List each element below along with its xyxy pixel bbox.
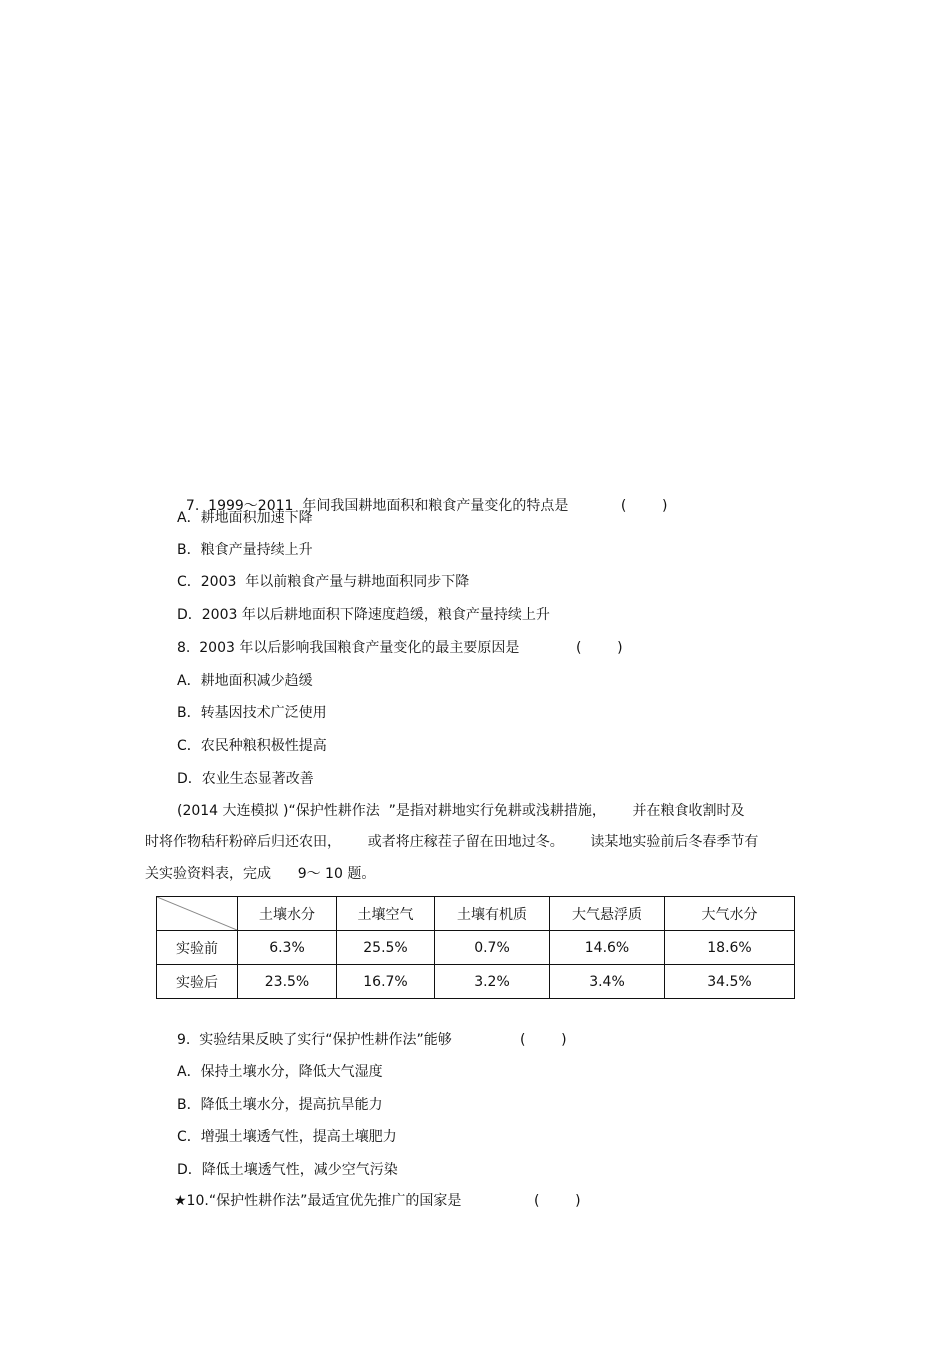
- passage-line-1: (2014 大连模拟 )“保护性耕作法 ”是指对耕地实行免耕或浅耕措施， 并在粮食收割时及: [177, 803, 745, 819]
- question-7-option-a: A．耕地面积加速下降: [177, 510, 313, 526]
- table-cell: 0.7%: [435, 931, 550, 965]
- table-header-cell: 土壤空气: [337, 897, 435, 931]
- question-9-option-a: A．保持土壤水分，降低大气湿度: [177, 1064, 383, 1080]
- question-7-stem: 7. 1999～2011 年间我国耕地面积和粮食产量变化的特点是: [185, 498, 569, 514]
- table-corner-cell: [157, 897, 238, 931]
- table-row-label: 实验后: [157, 965, 238, 999]
- diagonal-line-icon: [157, 897, 237, 930]
- question-7-option-c: C．2003 年以前粮食产量与耕地面积同步下降: [177, 574, 470, 590]
- question-7-option-b: B．粮食产量持续上升: [177, 542, 313, 558]
- question-8-answer-bracket: ( ): [576, 640, 623, 656]
- table-cell: 3.2%: [435, 965, 550, 999]
- table-cell: 6.3%: [238, 931, 337, 965]
- experiment-data-table: [156, 896, 795, 999]
- question-7-answer-bracket: ( ): [620, 498, 668, 514]
- question-10-answer-bracket: ( ): [534, 1193, 581, 1209]
- table-header-cell: 大气水分: [665, 897, 795, 931]
- table-cell: 16.7%: [337, 965, 435, 999]
- question-8-stem: 8. 2003 年以后影响我国粮食产量变化的最主要原因是: [177, 640, 520, 656]
- question-9-option-c: C．增强土壤透气性，提高土壤肥力: [177, 1129, 397, 1145]
- question-9-answer-bracket: ( ): [520, 1032, 567, 1048]
- table-row: [157, 965, 795, 999]
- table-header-cell: 土壤水分: [238, 897, 337, 931]
- question-8-option-c: C．农民种粮积极性提高: [177, 738, 327, 754]
- table-cell: 14.6%: [550, 931, 665, 965]
- question-10-stem: ★10.“保护性耕作法”最适宜优先推广的国家是: [174, 1193, 462, 1209]
- table-row: [157, 931, 795, 965]
- question-7-option-d: D．2003 年以后耕地面积下降速度趋缓，粮食产量持续上升: [177, 607, 550, 623]
- table-header-cell: 大气悬浮质: [550, 897, 665, 931]
- table-cell: 25.5%: [337, 931, 435, 965]
- question-8-option-a: A．耕地面积减少趋缓: [177, 673, 313, 689]
- passage-line-3: 关实验资料表，完成 9～ 10 题。: [145, 866, 376, 882]
- question-9-option-b: B．降低土壤水分，提高抗旱能力: [177, 1097, 383, 1113]
- table-header-cell: 土壤有机质: [435, 897, 550, 931]
- question-9-option-d: D．降低土壤透气性，减少空气污染: [177, 1162, 398, 1178]
- question-9-stem: 9. 实验结果反映了实行“保护性耕作法”能够: [177, 1032, 452, 1048]
- question-8-option-d: D．农业生态显著改善: [177, 771, 314, 787]
- table-cell: 23.5%: [238, 965, 337, 999]
- question-8-option-b: B．转基因技术广泛使用: [177, 705, 327, 721]
- table-cell: 3.4%: [550, 965, 665, 999]
- table-row-label: 实验前: [157, 931, 238, 965]
- table-cell: 34.5%: [665, 965, 795, 999]
- passage-line-2: 时将作物秸秆粉碎后归还农田， 或者将庄稼茬子留在田地过冬。 读某地实验前后冬春季节有: [145, 834, 759, 850]
- table-header-row: [157, 897, 795, 931]
- table-cell: 18.6%: [665, 931, 795, 965]
